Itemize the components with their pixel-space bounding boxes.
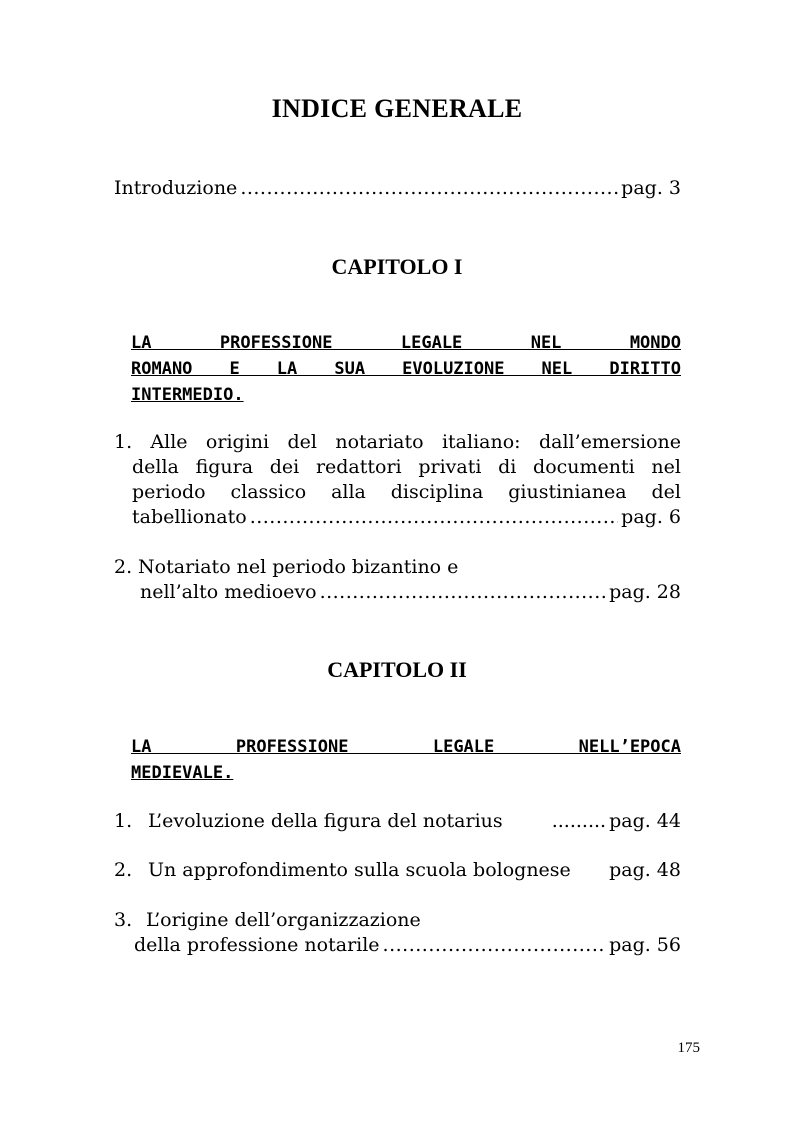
toc-entry-1-1[interactable]: [114, 430, 681, 530]
page-title: INDICE GENERALE: [271, 94, 523, 123]
toc-entry-number: 2.: [114, 859, 133, 881]
leader-dots: [320, 580, 607, 605]
leader-dots: .........: [551, 810, 607, 832]
toc-entry-line: L’origine dell’organizzazione: [146, 909, 421, 931]
toc-entry-line: tabellionato: [132, 506, 247, 528]
toc-entry-line: Notariato nel periodo bizantino e: [138, 556, 459, 578]
chapter-1-section-title: [131, 330, 681, 408]
chapter-2-section-title: [131, 734, 681, 786]
toc-entry-page: pag. 44: [609, 810, 681, 832]
toc-entry-2-2[interactable]: [114, 858, 681, 883]
toc-entry-page: pag. 48: [609, 859, 681, 881]
toc-entry-page: pag. 6: [621, 506, 681, 528]
toc-entry-number: 2.: [114, 556, 133, 578]
toc-entry-line: periodo classico alla disciplina giustinianea del: [132, 481, 681, 503]
toc-entry-intro[interactable]: [114, 176, 681, 201]
toc-entry-line: della figura dei redattori privati di documenti nel: [132, 456, 681, 478]
section-title-line: LA PROFESSIONE LEGALE NELL’EPOCA: [131, 737, 681, 757]
leader-dots: [383, 933, 607, 958]
chapter-1-heading: CAPITOLO I: [331, 254, 463, 279]
toc-entry-1-2[interactable]: [114, 555, 681, 605]
toc-entry-2-3[interactable]: [114, 908, 681, 958]
page-number: 175: [677, 1040, 700, 1056]
section-title-line: MEDIEVALE.: [131, 763, 234, 783]
toc-entry-page: pag. 56: [609, 934, 681, 956]
toc-entry-2-1[interactable]: [114, 809, 681, 834]
toc-entry-number: 1.: [114, 431, 133, 453]
toc-entry-label: L’evoluzione della figura del notarius: [148, 810, 503, 832]
toc-entry-line: della professione notarile: [134, 934, 380, 956]
toc-entry-line: Alle origini del notariato italiano: dall’emersione: [150, 431, 681, 453]
section-title-line: ROMANO E LA SUA EVOLUZIONE NEL DIRITTO: [131, 359, 681, 379]
section-title-line: INTERMEDIO.: [131, 385, 244, 405]
toc-entry-label: Introduzione: [114, 177, 238, 199]
toc-entry-number: 1.: [114, 810, 133, 832]
toc-entry-page: pag. 3: [621, 177, 681, 199]
toc-entry-number: 3.: [114, 909, 133, 931]
leader-dots: [250, 505, 618, 530]
toc-entry-line: nell’alto medioevo: [140, 581, 317, 603]
leader-dots: [240, 176, 618, 201]
section-title-line: LA PROFESSIONE LEGALE NEL MONDO: [131, 333, 681, 353]
toc-entry-label: Un approfondimento sulla scuola bolognese: [148, 859, 571, 881]
chapter-2-heading: CAPITOLO II: [327, 657, 467, 682]
toc-entry-page: pag. 28: [609, 581, 681, 603]
